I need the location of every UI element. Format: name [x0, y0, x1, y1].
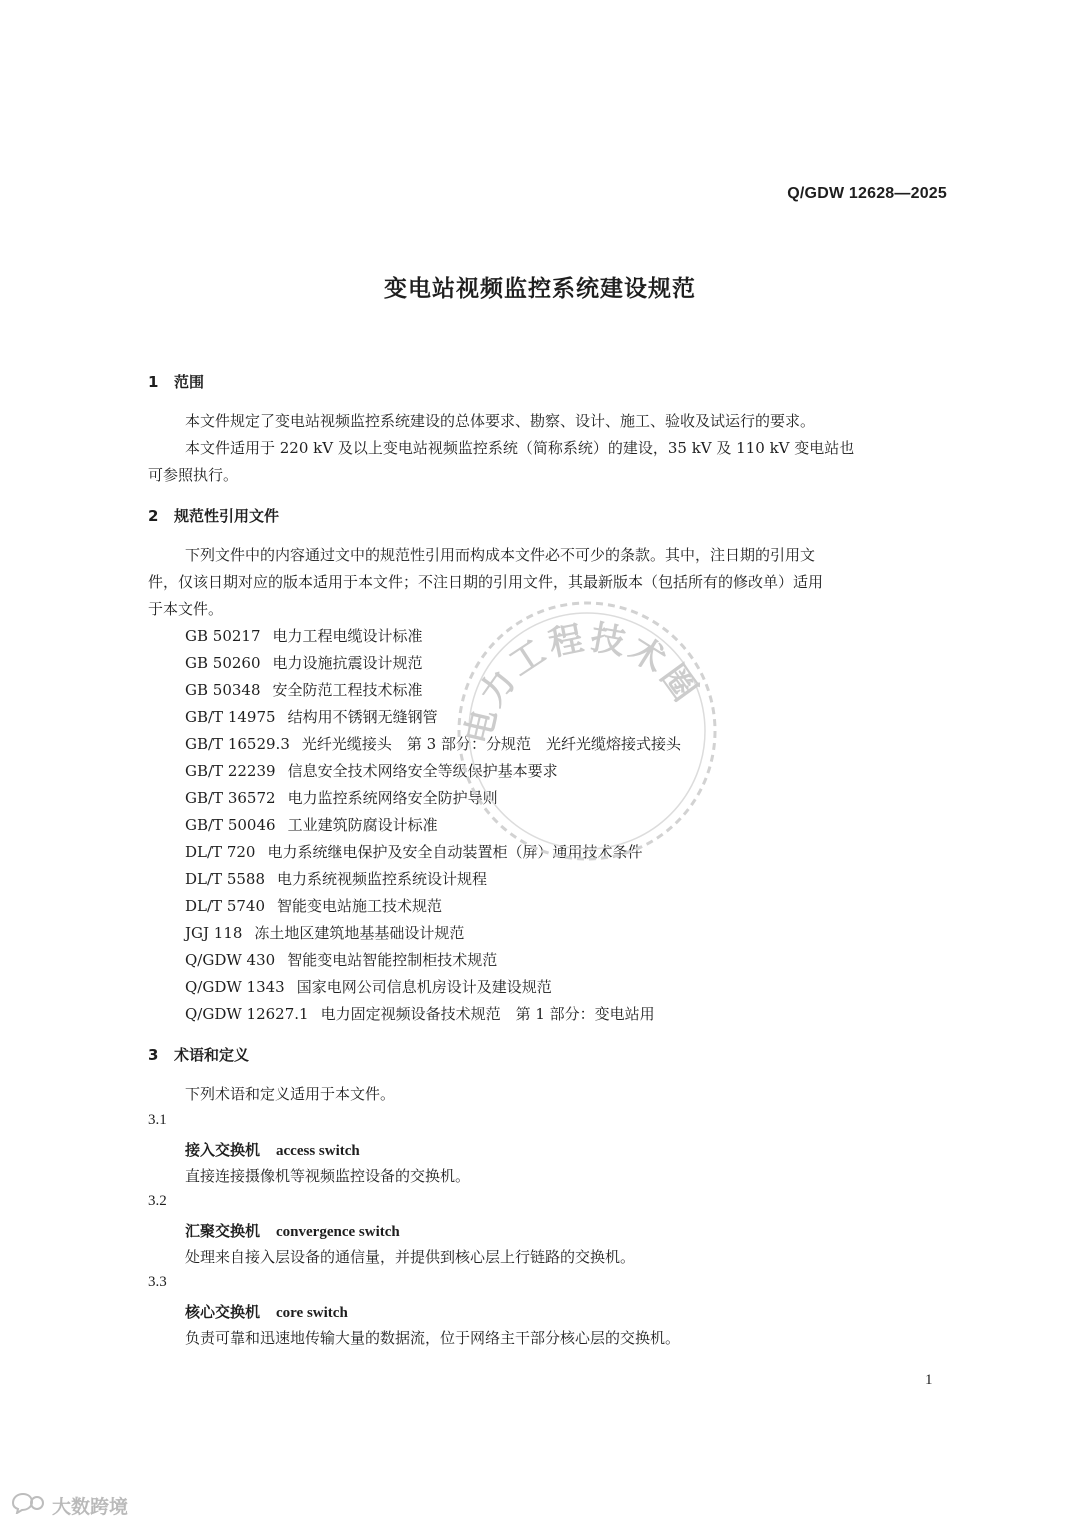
- reference-code: GB 50217: [185, 627, 261, 645]
- reference-code: Q/GDW 12627.1: [185, 1005, 309, 1023]
- term-zh: 接入交换机: [185, 1141, 261, 1159]
- reference-code: Q/GDW 1343: [185, 978, 285, 996]
- term-number: 3.1: [148, 1112, 167, 1128]
- reference-item: [185, 841, 642, 862]
- svg-text:电力工程技术圈: [458, 618, 707, 748]
- term-definition: 处理来自接入层设备的通信量，并提供到核心层上行链路的交换机。: [185, 1248, 636, 1266]
- paragraph: 下列文件中的内容通过文中的规范性引用而构成本文件必不可少的条款。其中，注日期的引用文: [185, 546, 816, 564]
- page-number: 1: [925, 1372, 933, 1388]
- section-title: 规范性引用文件: [174, 507, 280, 525]
- paragraph: 下列术语和定义适用于本文件。: [185, 1085, 396, 1103]
- reference-code: JGJ 118: [185, 924, 243, 942]
- reference-code: GB/T 22239: [185, 762, 276, 780]
- paragraph: 于本文件。: [148, 600, 224, 618]
- paragraph: 可参照执行。: [148, 466, 239, 484]
- reference-name: 电力工程电缆设计标准: [272, 627, 423, 645]
- term-heading: [185, 1301, 348, 1322]
- reference-name: 智能变电站智能控制柜技术规范: [287, 951, 498, 969]
- reference-code: GB/T 16529.3: [185, 735, 290, 753]
- reference-name: 光纤光缆接头 第 3 部分：分规范 光纤光缆熔接式接头: [301, 735, 681, 753]
- section-number: 1: [148, 373, 159, 391]
- reference-name: 电力系统继电保护及安全自动装置柜（屏）通用技术条件: [267, 843, 643, 861]
- reference-item: [185, 652, 423, 673]
- chat-bubble-icon: [10, 1492, 46, 1519]
- term-definition: 负责可靠和迅速地传输大量的数据流，位于网络主干部分核心层的交换机。: [185, 1329, 681, 1347]
- reference-item: [185, 895, 442, 916]
- reference-name: 电力固定视频设备技术规范 第 1 部分：变电站用: [320, 1005, 655, 1023]
- watermark-text: 大数跨境: [52, 1496, 129, 1518]
- reference-item: [185, 733, 681, 754]
- reference-name: 电力系统视频监控系统设计规程: [277, 870, 488, 888]
- section-title: 术语和定义: [174, 1046, 250, 1064]
- reference-name: 智能变电站施工技术规范: [277, 897, 443, 915]
- section-number: 2: [148, 507, 159, 525]
- document-title: 变电站视频监控系统建设规范: [384, 276, 696, 302]
- section-number: 3: [148, 1046, 159, 1064]
- term-heading: [185, 1220, 400, 1241]
- paragraph: 本文件规定了变电站视频监控系统建设的总体要求、勘察、设计、施工、验收及试运行的要求。: [185, 412, 816, 430]
- standard-code: Q/GDW 12628—2025: [787, 185, 947, 202]
- term-en: core switch: [276, 1305, 348, 1321]
- reference-item: [185, 922, 464, 943]
- section-3-heading: [148, 1044, 249, 1065]
- term-definition: 直接连接摄像机等视频监控设备的交换机。: [185, 1167, 471, 1185]
- term-zh: 核心交换机: [185, 1303, 261, 1321]
- reference-code: DL/T 5740: [185, 897, 265, 915]
- term-number: 3.3: [148, 1274, 167, 1290]
- reference-code: GB/T 50046: [185, 816, 276, 834]
- term-heading: [185, 1139, 360, 1160]
- reference-item: [185, 1003, 655, 1024]
- reference-item: [185, 976, 552, 997]
- reference-item: [185, 679, 423, 700]
- reference-item: [185, 868, 487, 889]
- reference-name: 电力设施抗震设计规范: [272, 654, 423, 672]
- term-en: access switch: [276, 1143, 360, 1159]
- reference-item: [185, 625, 423, 646]
- reference-code: GB 50348: [185, 681, 261, 699]
- reference-item: [185, 949, 497, 970]
- term-zh: 汇聚交换机: [185, 1222, 261, 1240]
- watermark: [10, 1492, 128, 1519]
- reference-item: [185, 760, 558, 781]
- reference-item: [185, 787, 498, 808]
- section-2-heading: [148, 505, 279, 526]
- paragraph: 本文件适用于 220 kV 及以上变电站视频监控系统（简称系统）的建设，35 kV 及 110 kV 变电站也: [185, 439, 855, 457]
- reference-name: 电力监控系统网络安全防护导则: [287, 789, 498, 807]
- term-number: 3.2: [148, 1193, 167, 1209]
- reference-code: GB 50260: [185, 654, 261, 672]
- reference-name: 信息安全技术网络安全等级保护基本要求: [287, 762, 558, 780]
- section-1-heading: [148, 371, 204, 392]
- reference-item: [185, 814, 438, 835]
- reference-code: GB/T 14975: [185, 708, 276, 726]
- section-title: 范围: [174, 373, 205, 391]
- reference-code: GB/T 36572: [185, 789, 276, 807]
- reference-name: 冻土地区建筑地基基础设计规范: [254, 924, 465, 942]
- reference-name: 结构用不锈钢无缝钢管: [287, 708, 438, 726]
- reference-code: Q/GDW 430: [185, 951, 276, 969]
- stamp-seal: [452, 596, 722, 866]
- reference-name: 安全防范工程技术标准: [272, 681, 423, 699]
- reference-item: [185, 706, 438, 727]
- reference-name: 国家电网公司信息机房设计及建设规范: [296, 978, 552, 996]
- term-en: convergence switch: [276, 1224, 400, 1240]
- reference-name: 工业建筑防腐设计标准: [287, 816, 438, 834]
- reference-code: DL/T 720: [185, 843, 256, 861]
- stamp-text: 电力工程技术圈: [458, 617, 708, 748]
- reference-code: DL/T 5588: [185, 870, 265, 888]
- paragraph: 件，仅该日期对应的版本适用于本文件；不注日期的引用文件，其最新版本（包括所有的修改单）适用: [148, 573, 824, 591]
